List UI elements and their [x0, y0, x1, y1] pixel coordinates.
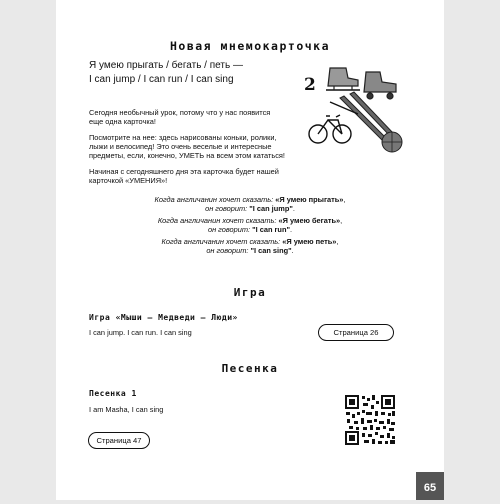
game-page-button[interactable]: Страница 26 [318, 324, 394, 341]
card-number: 2 [304, 75, 316, 95]
section-title-song: Песенка [221, 362, 279, 375]
game-text: I can jump. I can run. I can sing [89, 328, 192, 337]
song-page-button[interactable]: Страница 47 [88, 432, 150, 449]
skis-icon [330, 92, 394, 140]
intro-line: лыжи и велосипед! Это очень веселые и интересные [89, 142, 272, 151]
qr-code[interactable] [344, 394, 396, 446]
intro-line: Посмотрите на нее: здесь нарисованы коньки, ролики, [89, 133, 277, 142]
explanation-line: он говорит: "I can sing". [206, 246, 294, 255]
section-title-game: Игра [233, 286, 267, 299]
qr-code-icon [344, 394, 396, 446]
song-text: I am Masha, I can sing [89, 405, 164, 414]
explanation-line: Когда англичанин хочет сказать: «Я умею петь», [161, 237, 339, 246]
mnemonic-card [300, 62, 414, 160]
song-subtitle: Песенка 1 [89, 389, 137, 398]
intro-line: предметы, если, конечно, УМЕТЬ на всем этом кататься! [89, 151, 285, 160]
phrase-ru: Я умею прыгать / бегать / петь — [89, 60, 243, 71]
sports-items-illustration [300, 62, 414, 160]
intro-line: Начиная с сегодняшнего дня эта карточка будет нашей [89, 167, 279, 176]
roller-skate-icon [364, 72, 396, 99]
intro-line: карточкой «УМЕНИЯ»! [89, 176, 168, 185]
explanation-line: он говорит: "I can run". [207, 225, 293, 234]
book-page [56, 0, 444, 500]
explanation-line: он говорит: "I can jump". [205, 204, 295, 213]
intro-line: еще одна карточка! [89, 117, 156, 126]
bicycle-icon [309, 115, 351, 143]
page-number: 65 [416, 472, 444, 500]
intro-line: Сегодня необычный урок, потому что у нас появится [89, 108, 271, 117]
ice-skate-icon [326, 68, 360, 90]
phrase-en: I can jump / I can run / I can sing [89, 74, 234, 85]
game-subtitle: Игра «Мыши — Медведи — Люди» [89, 313, 238, 322]
ball-icon [382, 132, 402, 152]
explanation-line: Когда англичанин хочет сказать: «Я умею прыгать», [154, 195, 346, 204]
page-title: Новая мнемокарточка [169, 39, 331, 53]
explanation-line: Когда англичанин хочет сказать: «Я умею бегать», [157, 216, 343, 225]
